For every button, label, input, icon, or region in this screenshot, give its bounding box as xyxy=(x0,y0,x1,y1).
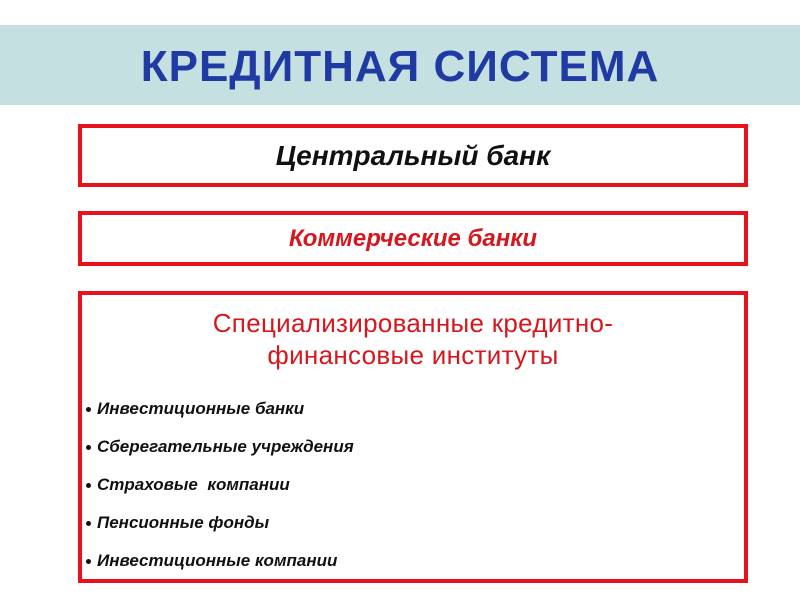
specialized-title-line-2: финансовые институты xyxy=(267,340,559,370)
list-item-label: Страховые компании xyxy=(97,475,290,494)
bullet-icon xyxy=(86,559,91,564)
slide-title: КРЕДИТНАЯ СИСТЕМА xyxy=(140,42,660,91)
list-item-label: Сберегательные учреждения xyxy=(97,437,354,456)
list-item xyxy=(86,466,354,504)
commercial-banks-box xyxy=(78,211,748,266)
list-item-label: Инвестиционные банки xyxy=(97,399,305,418)
list-item xyxy=(86,428,354,466)
bullet-icon xyxy=(86,521,91,526)
bullet-icon xyxy=(86,445,91,450)
list-item xyxy=(86,542,354,580)
specialized-institutions-title xyxy=(82,307,744,371)
list-item xyxy=(86,504,354,542)
bullet-icon xyxy=(86,407,91,412)
central-bank-box xyxy=(78,124,748,187)
list-item-label: Инвестиционные компании xyxy=(97,551,338,570)
specialized-institutions-box xyxy=(78,291,748,583)
title-band xyxy=(0,25,800,105)
commercial-banks-label: Коммерческие банки xyxy=(288,224,538,252)
list-item-label: Пенсионные фонды xyxy=(97,513,270,532)
specialized-title-line-1: Специализированные кредитно- xyxy=(212,308,614,338)
bullet-icon xyxy=(86,483,91,488)
central-bank-label: Центральный банк xyxy=(275,139,551,171)
institution-list xyxy=(86,390,354,580)
list-item xyxy=(86,390,354,428)
